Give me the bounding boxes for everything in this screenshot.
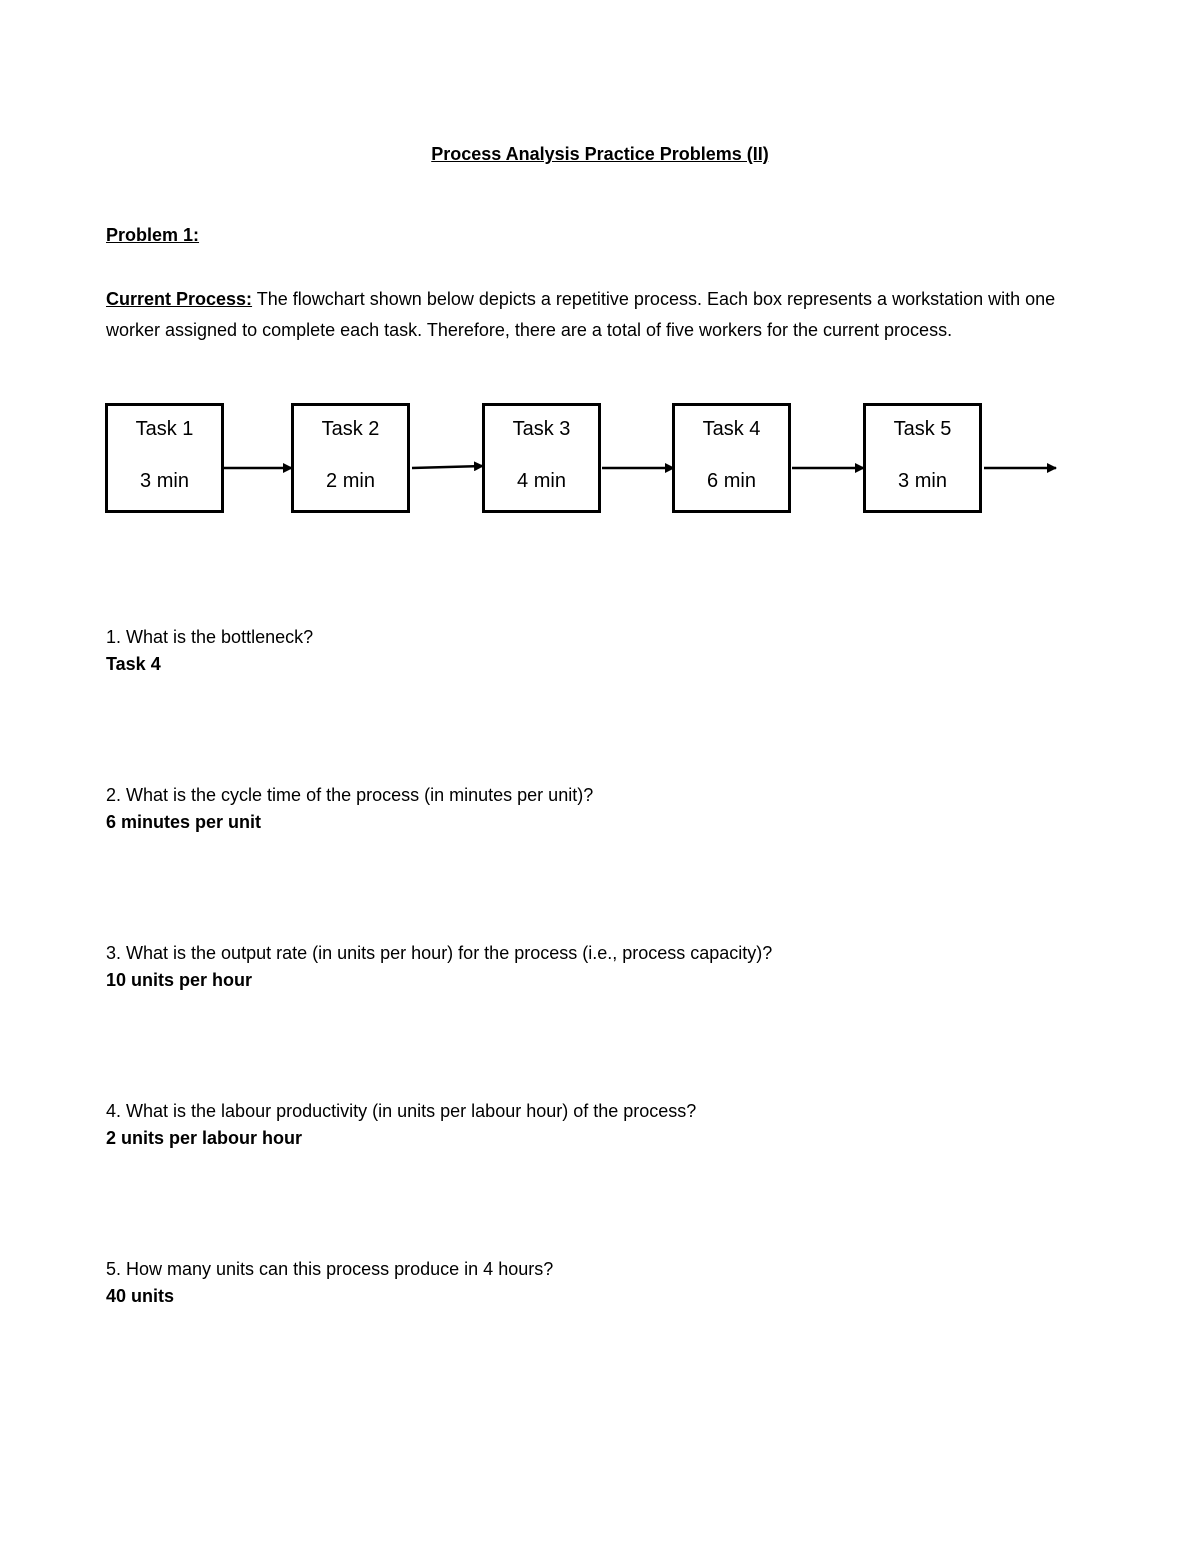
task-name: Task 1 xyxy=(135,418,194,440)
answer-4: 2 units per labour hour xyxy=(106,1128,303,1148)
answer-5: 40 units xyxy=(106,1286,175,1306)
question-4: 4. What is the labour productivity (in units per labour hour) of the process? xyxy=(106,1101,697,1121)
task-box-5 xyxy=(863,403,982,513)
task-time: 6 min xyxy=(707,470,756,492)
task-box-2 xyxy=(291,403,410,513)
task-time: 3 min xyxy=(898,470,947,492)
page-title: Process Analysis Practice Problems (II) xyxy=(431,144,769,164)
answer-3: 10 units per hour xyxy=(106,970,253,990)
task-time: 2 min xyxy=(326,470,375,492)
answer-1: Task 4 xyxy=(106,654,161,674)
task-box-4 xyxy=(672,403,791,513)
task-box-1 xyxy=(105,403,224,513)
arrow-2-to-3 xyxy=(412,466,483,468)
question-2: 2. What is the cycle time of the process (in minutes per unit)? xyxy=(106,785,594,805)
task-name: Task 3 xyxy=(512,418,571,440)
intro-text: The flowchart shown below depicts a repetitive process. Each box represents a workstation with one worker assigned to complete each task. Therefore, there are a total of five workers for the current process. xyxy=(106,289,1056,340)
task-name: Task 2 xyxy=(321,418,380,440)
question-1: 1. What is the bottleneck? xyxy=(106,627,314,647)
answer-2: 6 minutes per unit xyxy=(106,812,262,832)
problem-heading: Problem 1: xyxy=(106,225,200,245)
task-box-3 xyxy=(482,403,601,513)
task-time: 3 min xyxy=(140,470,189,492)
task-name: Task 5 xyxy=(893,418,952,440)
question-5: 5. How many units can this process produce in 4 hours? xyxy=(106,1259,554,1279)
task-name: Task 4 xyxy=(702,418,761,440)
intro-label: Current Process: xyxy=(106,289,253,309)
task-time: 4 min xyxy=(517,470,566,492)
intro-paragraph xyxy=(106,284,1086,346)
question-3: 3. What is the output rate (in units per hour) for the process (i.e., process capacity)? xyxy=(106,943,773,963)
